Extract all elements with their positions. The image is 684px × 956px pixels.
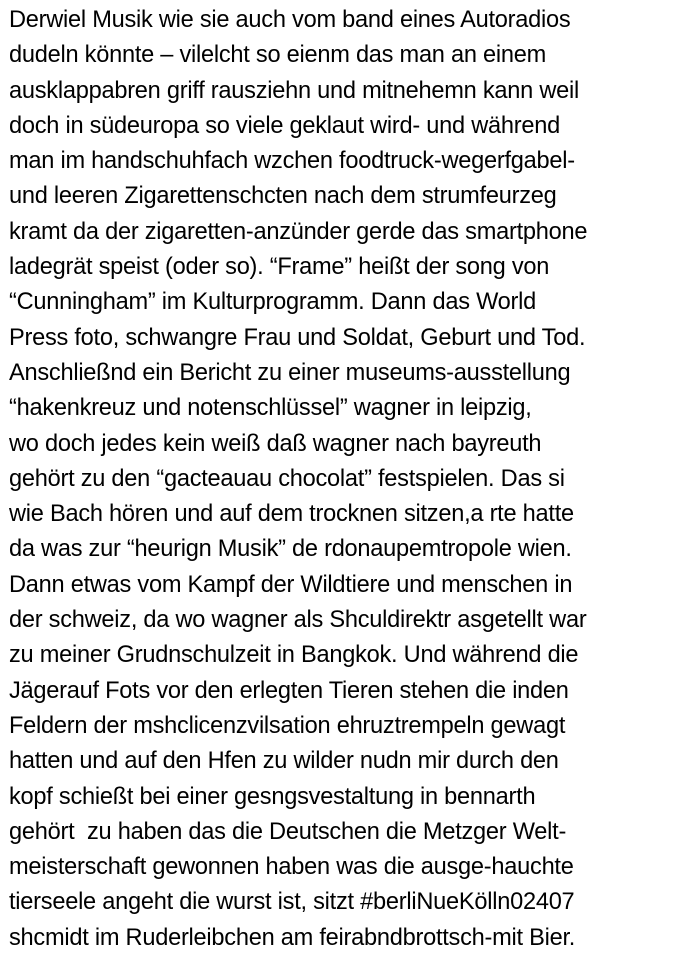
text-line-4: doch in südeuropa so viele geklaut wird- und während bbox=[9, 112, 560, 139]
text-line-8: ladegrät speist (oder so). “Frame” heißt der song von bbox=[9, 254, 550, 281]
text-line-9: “Cunningham” im Kulturprogramm. Dann das World bbox=[9, 289, 536, 316]
text-line-3: ausklappabren griff rausziehn und mitnehemn kann weil bbox=[9, 77, 579, 104]
text-line-26: tierseele angeht die wurst ist, sitzt #berliNueKölln02407 bbox=[9, 889, 575, 916]
text-line-12: “hakenkreuz und notenschlüssel” wagner in leipzig, bbox=[9, 395, 532, 422]
text-line-14: gehört zu den “gacteauau chocolat” festspielen. Das si bbox=[9, 465, 565, 492]
text-line-1: Derwiel Musik wie sie auch vom band eines Autoradios bbox=[9, 7, 571, 33]
text-line-23: kopf schießt bei einer gesngsvestaltung in bennarth bbox=[9, 783, 536, 810]
text-line-25: meisterschaft gewonnen haben was die ausge-hauchte bbox=[9, 854, 574, 881]
text-line-6: und leeren Zigarettenschcten nach dem strumfeurzeg bbox=[9, 183, 557, 210]
text-line-13: wo doch jedes kein weiß daß wagner nach bayreuth bbox=[9, 430, 542, 457]
text-line-21: Feldern der mshclicenzvilsation ehruztrempeln gewagt bbox=[9, 712, 566, 739]
text-line-16: da was zur “heurign Musik” de rdonaupemtropole wien. bbox=[9, 536, 572, 563]
text-line-19: zu meiner Grudnschulzeit in Bangkok. Und während die bbox=[9, 642, 579, 669]
text-line-5: man im handschuhfach wzchen foodtruck-wegerfgabel- bbox=[9, 148, 575, 175]
text-line-7: kramt da der zigaretten-anzünder gerde das smartphone bbox=[9, 218, 588, 245]
text-line-10: Press foto, schwangre Frau und Soldat, Geburt und Tod. bbox=[9, 324, 586, 351]
text-line-11: Anschließnd ein Bericht zu einer museums-ausstellung bbox=[9, 359, 571, 386]
text-line-17: Dann etwas vom Kampf der Wildtiere und menschen in bbox=[9, 571, 573, 598]
text-line-15: wie Bach hören und auf dem trocknen sitzen,a rte hatte bbox=[9, 501, 574, 528]
body-text bbox=[9, 3, 681, 956]
text-line-20: Jägerauf Fots vor den erlegten Tieren stehen die inden bbox=[9, 677, 569, 704]
text-line-18: der schweiz, da wo wagner als Shculdirektr asgetellt war bbox=[9, 607, 587, 634]
text-line-27: shcmidt im Ruderleibchen am feirabndbrottsch-mit Bier. bbox=[9, 924, 576, 951]
text-line-22: hatten und auf den Hfen zu wilder nudn mir durch den bbox=[9, 748, 559, 775]
text-line-24: gehört zu haben das die Deutschen die Metzger Welt- bbox=[9, 818, 567, 845]
text-line-2: dudeln könnte – vilelcht so eienm das man an einem bbox=[9, 42, 547, 69]
